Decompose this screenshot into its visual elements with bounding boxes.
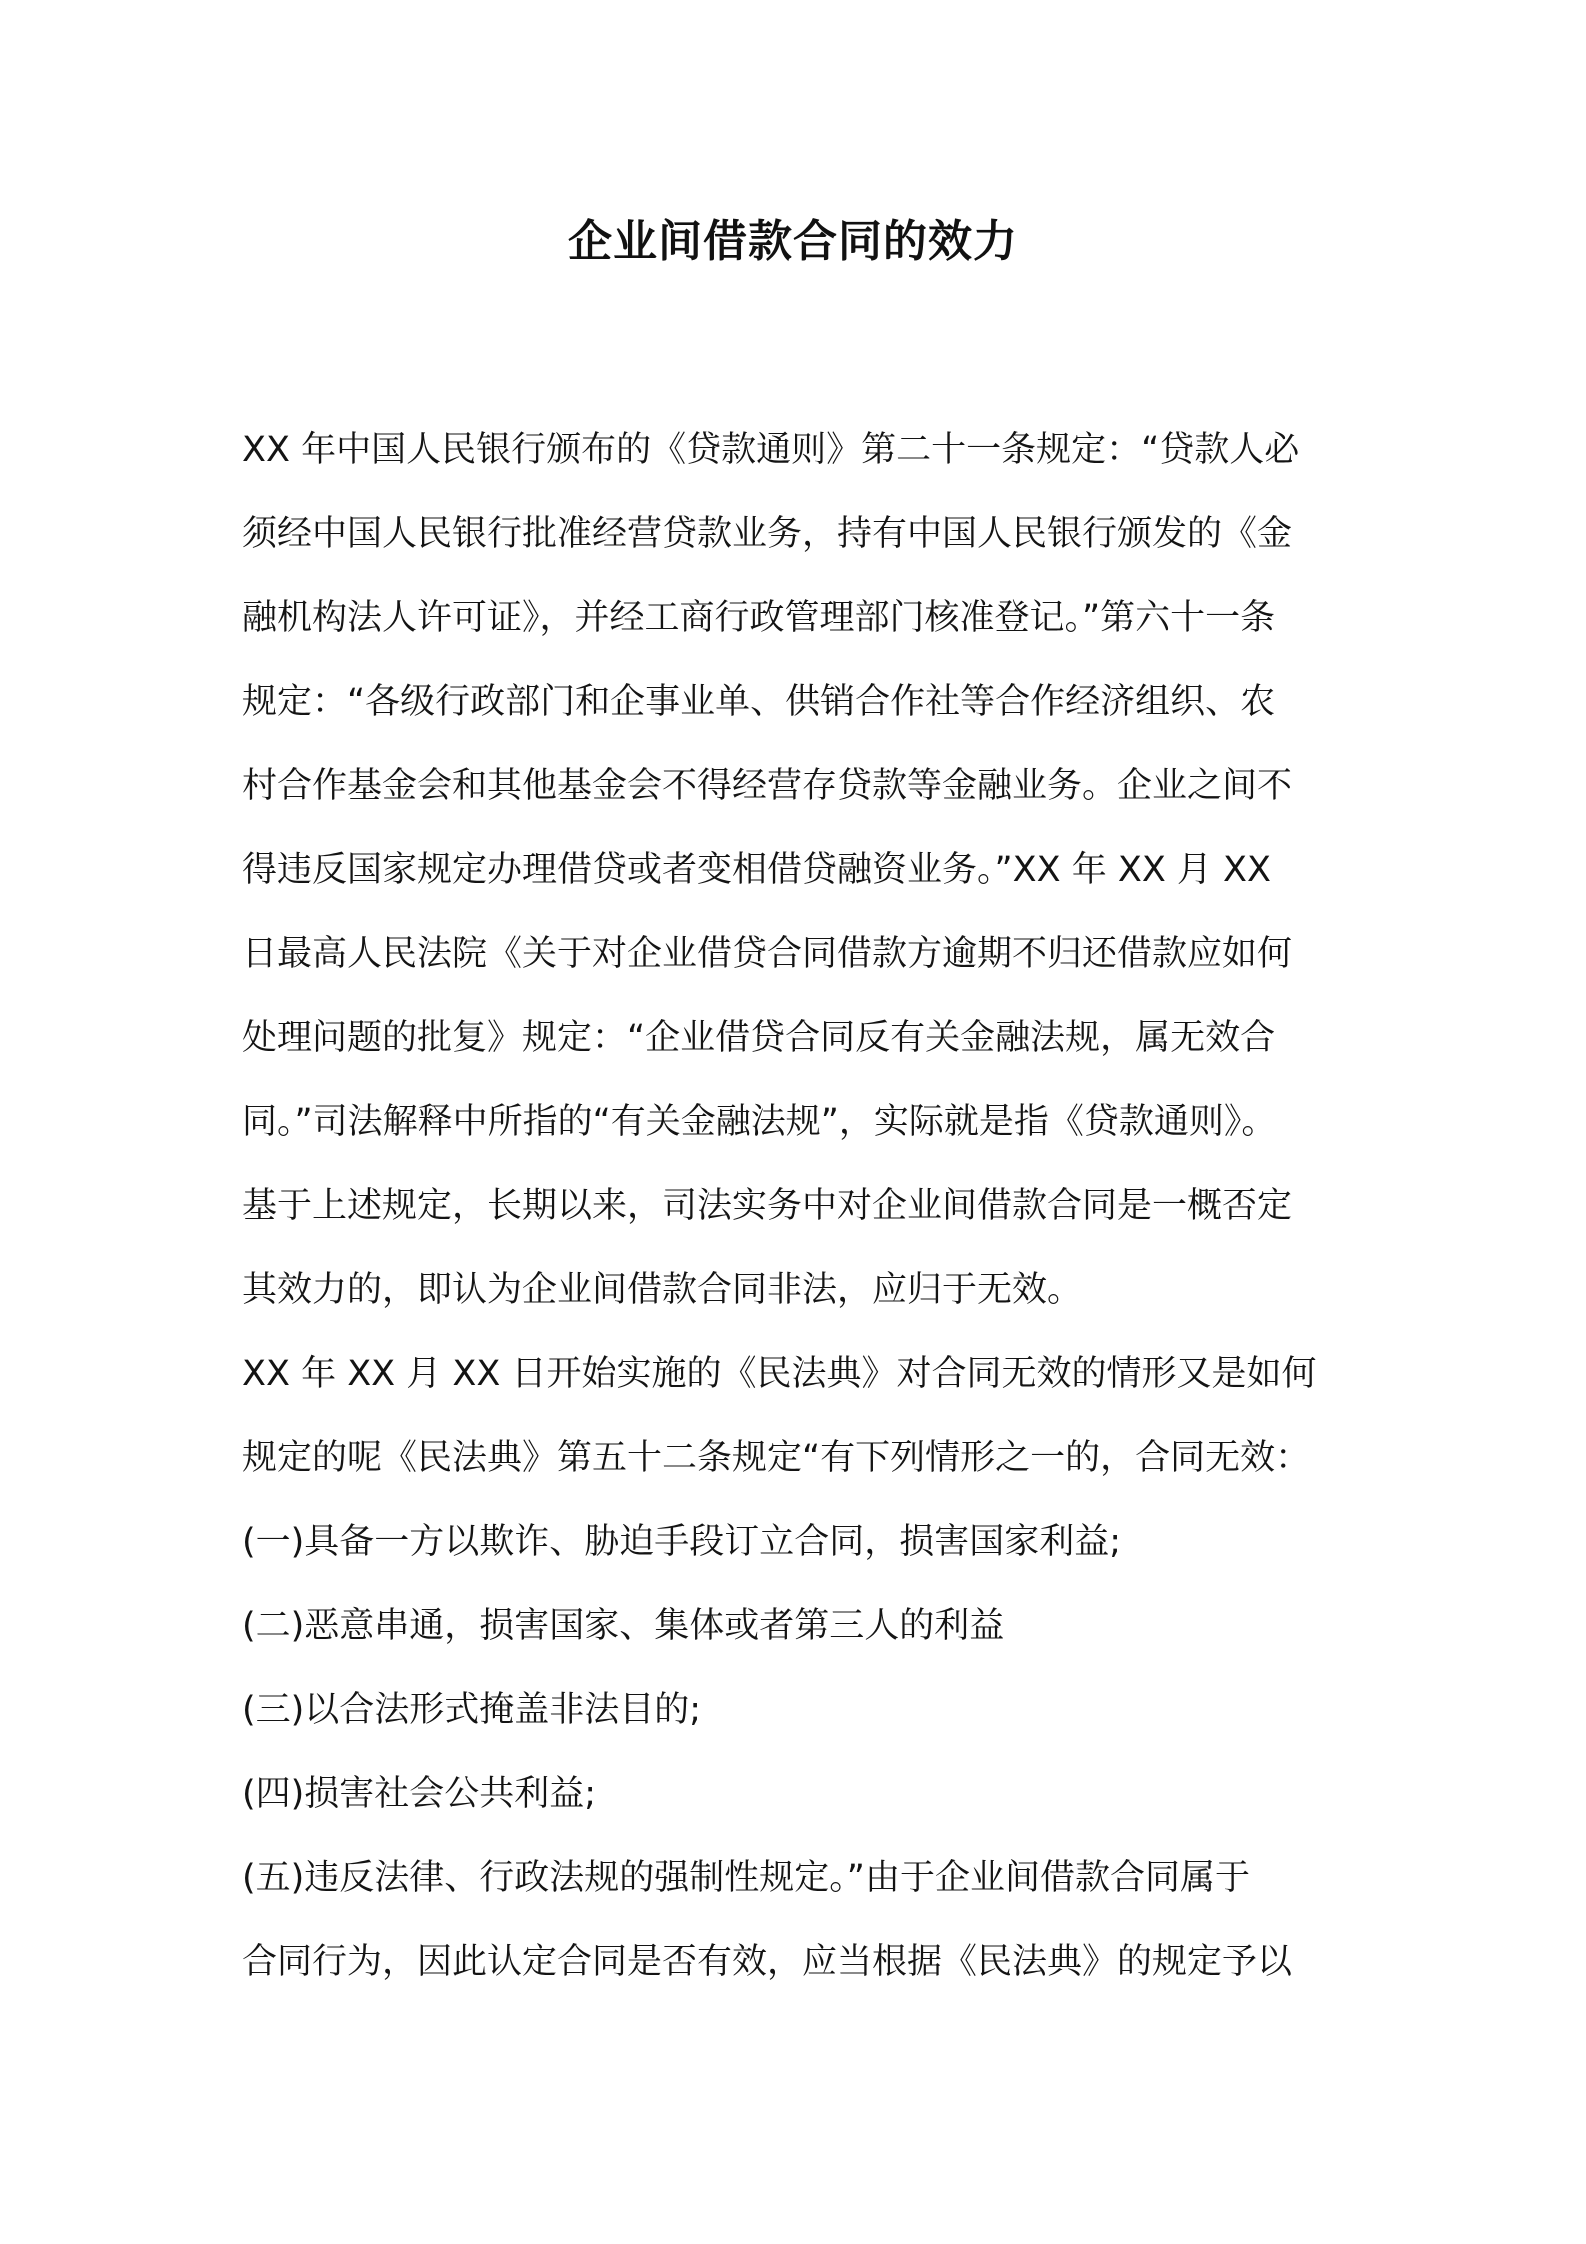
body-line: 日最高人民法院《关于对企业借贷合同借款方逾期不归还借款应如何 xyxy=(242,934,1293,974)
body-line: 同。”司法解释中所指的“有关金融法规”，实际就是指《贷款通则》。 xyxy=(242,1102,1277,1142)
document-body xyxy=(242,408,1362,2004)
list-item-2: (二)恶意串通，损害国家、集体或者第三人的利益 xyxy=(242,1606,1005,1646)
body-line: 其效力的，即认为企业间借款合同非法，应归于无效。 xyxy=(242,1270,1083,1310)
body-line: 合同行为，因此认定合同是否有效，应当根据《民法典》的规定予以 xyxy=(242,1942,1293,1982)
body-line: 须经中国人民银行批准经营贷款业务，持有中国人民银行颁发的《金 xyxy=(242,514,1293,554)
body-line: 村合作基金会和其他基金会不得经营存贷款等金融业务。企业之间不 xyxy=(242,766,1293,806)
list-item-3: (三)以合法形式掩盖非法目的; xyxy=(242,1690,702,1730)
document-title: 企业间借款合同的效力 xyxy=(568,216,1018,267)
body-line: 规定：“各级行政部门和企事业单、供销合作社等合作经济组织、农 xyxy=(242,682,1276,722)
body-line: 处理问题的批复》规定：“企业借贷合同反有关金融法规，属无效合 xyxy=(242,1018,1276,1058)
body-line: 得违反国家规定办理借贷或者变相借贷融资业务。”XX 年 XX 月 XX xyxy=(242,850,1271,890)
body-line: 基于上述规定，长期以来，司法实务中对企业间借款合同是一概否定 xyxy=(242,1186,1293,1226)
list-item-4: (四)损害社会公共利益; xyxy=(242,1774,597,1814)
body-line: 融机构法人许可证》，并经工商行政管理部门核准登记。”第六十一条 xyxy=(242,598,1276,638)
body-line: 规定的呢《民法典》第五十二条规定“有下列情形之一的，合同无效： xyxy=(242,1438,1311,1478)
list-item-5: (五)违反法律、行政法规的强制性规定。”由于企业间借款合同属于 xyxy=(242,1858,1250,1898)
body-line: XX 年 XX 月 XX 日开始实施的《民法典》对合同无效的情形又是如何 xyxy=(242,1354,1317,1394)
list-item-1: (一)具备一方以欺诈、胁迫手段订立合同，损害国家利益; xyxy=(242,1522,1122,1562)
body-line: XX 年中国人民银行颁布的《贷款通则》第二十一条规定：“贷款人必 xyxy=(242,430,1300,470)
